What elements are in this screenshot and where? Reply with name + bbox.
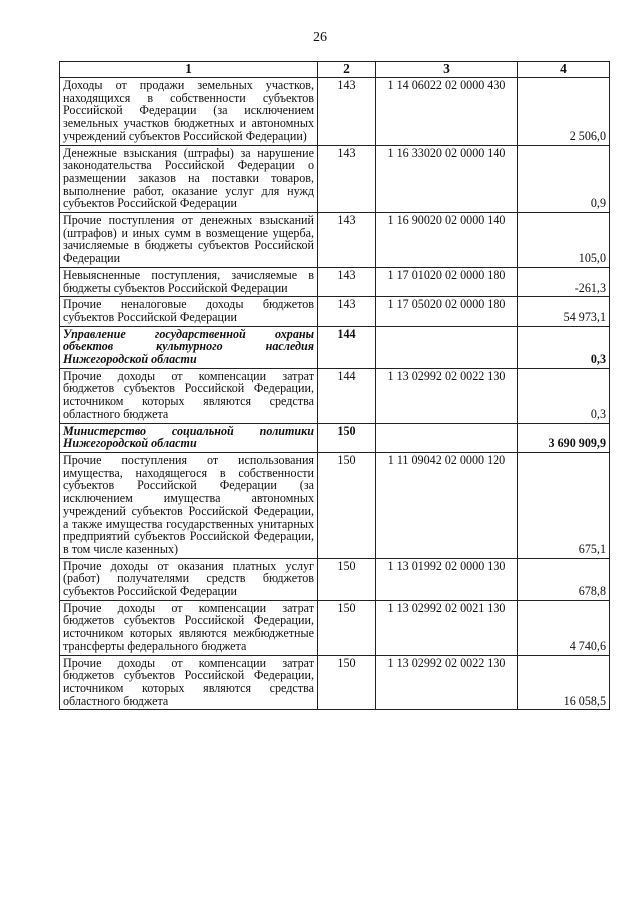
table-row	[60, 655, 610, 710]
row-name-cell: Доходы от продажи земельных участков, находящихся в собственности субъектов Российской Федерации (за исключением земельных участков бюджетных и автономных учреждений субъектов Российской Федерации)	[60, 78, 318, 146]
row-name-cell: Министерство социальной политики Нижегородской области	[60, 423, 318, 452]
row-admin-code-cell: 143	[318, 297, 376, 326]
table-row	[60, 600, 610, 655]
row-admin-code-cell: 143	[318, 145, 376, 213]
row-amount-cell: 4 740,6	[518, 600, 610, 655]
header-row	[60, 62, 610, 78]
table-row	[60, 213, 610, 268]
table-header	[60, 62, 610, 78]
table-row	[60, 145, 610, 213]
row-budget-code-cell	[376, 326, 518, 368]
row-budget-code-cell: 1 13 02992 02 0022 130	[376, 655, 518, 710]
row-admin-code-cell: 144	[318, 326, 376, 368]
row-admin-code-cell: 150	[318, 423, 376, 452]
table-row	[60, 452, 610, 558]
row-amount-cell: 0,9	[518, 145, 610, 213]
table-row	[60, 78, 610, 146]
table-row	[60, 326, 610, 368]
table-row	[60, 267, 610, 296]
table-row	[60, 297, 610, 326]
header-col-2: 2	[318, 62, 376, 78]
page-number: 26	[313, 30, 327, 45]
row-name-cell: Прочие поступления от денежных взысканий (штрафов) и иных сумм в возмещение ущерба, зачисляемые в бюджеты субъектов Российской Федерации	[60, 213, 318, 268]
row-budget-code-cell: 1 13 02992 02 0022 130	[376, 368, 518, 423]
row-budget-code-cell: 1 17 01020 02 0000 180	[376, 267, 518, 296]
row-budget-code-cell	[376, 423, 518, 452]
row-name-cell: Денежные взыскания (штрафы) за нарушение законодательства Российской Федерации о размещении заказов на поставки товаров, выполнение работ, оказание услуг для нужд субъектов Российской Федерации	[60, 145, 318, 213]
row-budget-code-cell: 1 16 33020 02 0000 140	[376, 145, 518, 213]
row-admin-code-cell: 150	[318, 655, 376, 710]
row-admin-code-cell: 150	[318, 452, 376, 558]
row-budget-code-cell: 1 16 90020 02 0000 140	[376, 213, 518, 268]
row-admin-code-cell: 143	[318, 213, 376, 268]
row-amount-cell: 54 973,1	[518, 297, 610, 326]
header-col-1: 1	[60, 62, 318, 78]
row-name-cell: Прочие неналоговые доходы бюджетов субъектов Российской Федерации	[60, 297, 318, 326]
row-name-cell: Прочие доходы от компенсации затрат бюджетов субъектов Российской Федерации, источником которых являются средства областного бюджета	[60, 655, 318, 710]
row-admin-code-cell: 143	[318, 267, 376, 296]
header-col-4: 4	[518, 62, 610, 78]
row-admin-code-cell: 150	[318, 600, 376, 655]
row-budget-code-cell: 1 17 05020 02 0000 180	[376, 297, 518, 326]
row-amount-cell: -261,3	[518, 267, 610, 296]
table-row	[60, 558, 610, 600]
row-name-cell: Прочие доходы от компенсации затрат бюджетов субъектов Российской Федерации, источником которых являются средства областного бюджета	[60, 368, 318, 423]
row-amount-cell: 678,8	[518, 558, 610, 600]
row-amount-cell: 0,3	[518, 368, 610, 423]
row-budget-code-cell: 1 13 01992 02 0000 130	[376, 558, 518, 600]
revenue-table	[59, 61, 610, 710]
row-admin-code-cell: 143	[318, 78, 376, 146]
row-name-cell: Управление государственной охраны объектов культурного наследия Нижегородской области	[60, 326, 318, 368]
row-name-cell: Прочие доходы от компенсации затрат бюджетов субъектов Российской Федерации, источником которых являются межбюджетные трансферты федерального бюджета	[60, 600, 318, 655]
row-admin-code-cell: 144	[318, 368, 376, 423]
row-amount-cell: 105,0	[518, 213, 610, 268]
row-admin-code-cell: 150	[318, 558, 376, 600]
row-amount-cell: 2 506,0	[518, 78, 610, 146]
table-body	[60, 78, 610, 710]
row-amount-cell: 0,3	[518, 326, 610, 368]
row-name-cell: Прочие доходы от оказания платных услуг (работ) получателями средств бюджетов субъектов Российской Федерации	[60, 558, 318, 600]
header-col-3: 3	[376, 62, 518, 78]
table-row	[60, 423, 610, 452]
row-amount-cell: 675,1	[518, 452, 610, 558]
table-row	[60, 368, 610, 423]
row-budget-code-cell: 1 14 06022 02 0000 430	[376, 78, 518, 146]
row-budget-code-cell: 1 11 09042 02 0000 120	[376, 452, 518, 558]
row-budget-code-cell: 1 13 02992 02 0021 130	[376, 600, 518, 655]
row-amount-cell: 3 690 909,9	[518, 423, 610, 452]
row-name-cell: Невыясненные поступления, зачисляемые в бюджеты субъектов Российской Федерации	[60, 267, 318, 296]
row-name-cell: Прочие поступления от использования имущества, находящегося в собственности субъектов Российской Федерации (за исключением имущества автономных учреждений субъектов Российской Федерации, а также имущества государственных унитарных предприятий субъектов Российской Федерации, в том числе казенных)	[60, 452, 318, 558]
row-amount-cell: 16 058,5	[518, 655, 610, 710]
